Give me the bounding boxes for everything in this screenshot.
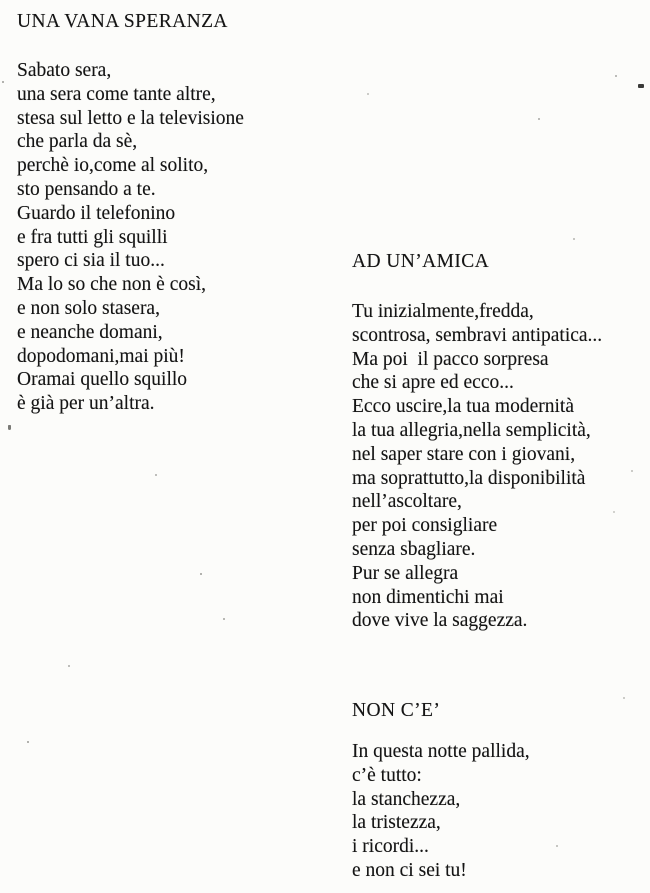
poem-line: e fra tutti gli squilli xyxy=(17,226,168,248)
scan-speck xyxy=(631,470,633,472)
poem-line: una sera come tante altre, xyxy=(17,83,216,105)
poem-line: che parla da sè, xyxy=(17,131,138,153)
poem-line: dove vive la saggezza. xyxy=(352,610,528,632)
poem-stanza-una-vana-speranza xyxy=(17,59,244,416)
scan-speck xyxy=(200,573,202,575)
poem-line: la tua allegria,nella semplicità, xyxy=(352,419,591,441)
poem-line: Ma lo so che non è così, xyxy=(17,274,207,296)
poem-line: stesa sul letto e la televisione xyxy=(17,107,244,129)
poem-line: la tristezza, xyxy=(352,812,441,834)
scan-speck xyxy=(638,84,644,88)
poem-line: c’è tutto: xyxy=(352,764,422,786)
poem-stanza-ad-un-amica xyxy=(352,300,602,633)
poem-line: Guardo il telefonino xyxy=(17,202,176,224)
scan-speck xyxy=(68,665,70,667)
poem-stanza-non-ce xyxy=(352,740,530,883)
poem-title-non-ce: NON C’E’ xyxy=(352,700,441,721)
poem-line: nell’ascoltare, xyxy=(352,491,462,513)
scan-speck xyxy=(538,118,540,120)
poem-line: In questa notte pallida, xyxy=(352,741,530,762)
poem-line: nel saper stare con i giovani, xyxy=(352,443,576,465)
poem-line: perchè io,come al solito, xyxy=(17,155,209,177)
poem-line: scontrosa, sembravi antipatica... xyxy=(352,324,603,346)
poem-line: e non solo stasera, xyxy=(17,297,160,319)
poem-line: i ricordi... xyxy=(352,836,429,858)
poem-line: per poi consigliare xyxy=(352,515,498,537)
poem-line: spero ci sia il tuo... xyxy=(17,250,165,272)
poem-line: Pur se allegra xyxy=(352,562,459,584)
scan-speck xyxy=(223,618,225,620)
scan-speck xyxy=(623,697,625,699)
poem-line: e neanche domani, xyxy=(17,321,163,343)
scan-speck xyxy=(27,741,29,743)
poem-line: Tu inizialmente,fredda, xyxy=(352,301,534,322)
scan-speck xyxy=(613,511,615,513)
poem-title-ad-un-amica: AD UN’AMICA xyxy=(352,251,490,272)
scan-speck xyxy=(573,238,575,240)
scan-speck xyxy=(615,75,617,77)
poem-line: la stanchezza, xyxy=(352,788,461,810)
scan-speck xyxy=(367,93,369,95)
scan-speck xyxy=(2,81,4,83)
poem-line: che si apre ed ecco... xyxy=(352,372,514,394)
poem-line: dopodomani,mai più! xyxy=(17,345,185,367)
scan-speck xyxy=(556,845,558,847)
scan-speck xyxy=(8,425,11,430)
poem-line: Ma poi il pacco sorpresa xyxy=(352,348,549,370)
poem-line: Sabato sera, xyxy=(17,60,112,81)
scan-speck xyxy=(155,474,157,476)
poem-line: ma soprattutto,la disponibilità xyxy=(352,467,586,489)
poem-line: sto pensando a te. xyxy=(17,178,156,200)
poem-line: e non ci sei tu! xyxy=(352,859,467,881)
poem-title-una-vana-speranza: UNA VANA SPERANZA xyxy=(17,11,228,32)
poem-line: Oramai quello squillo xyxy=(17,369,188,391)
poem-line: Ecco uscire,la tua modernità xyxy=(352,396,574,418)
poem-line: senza sbagliare. xyxy=(352,538,476,560)
poem-line: non dimentichi mai xyxy=(352,586,504,608)
poem-line: è già per un’altra. xyxy=(17,393,155,415)
